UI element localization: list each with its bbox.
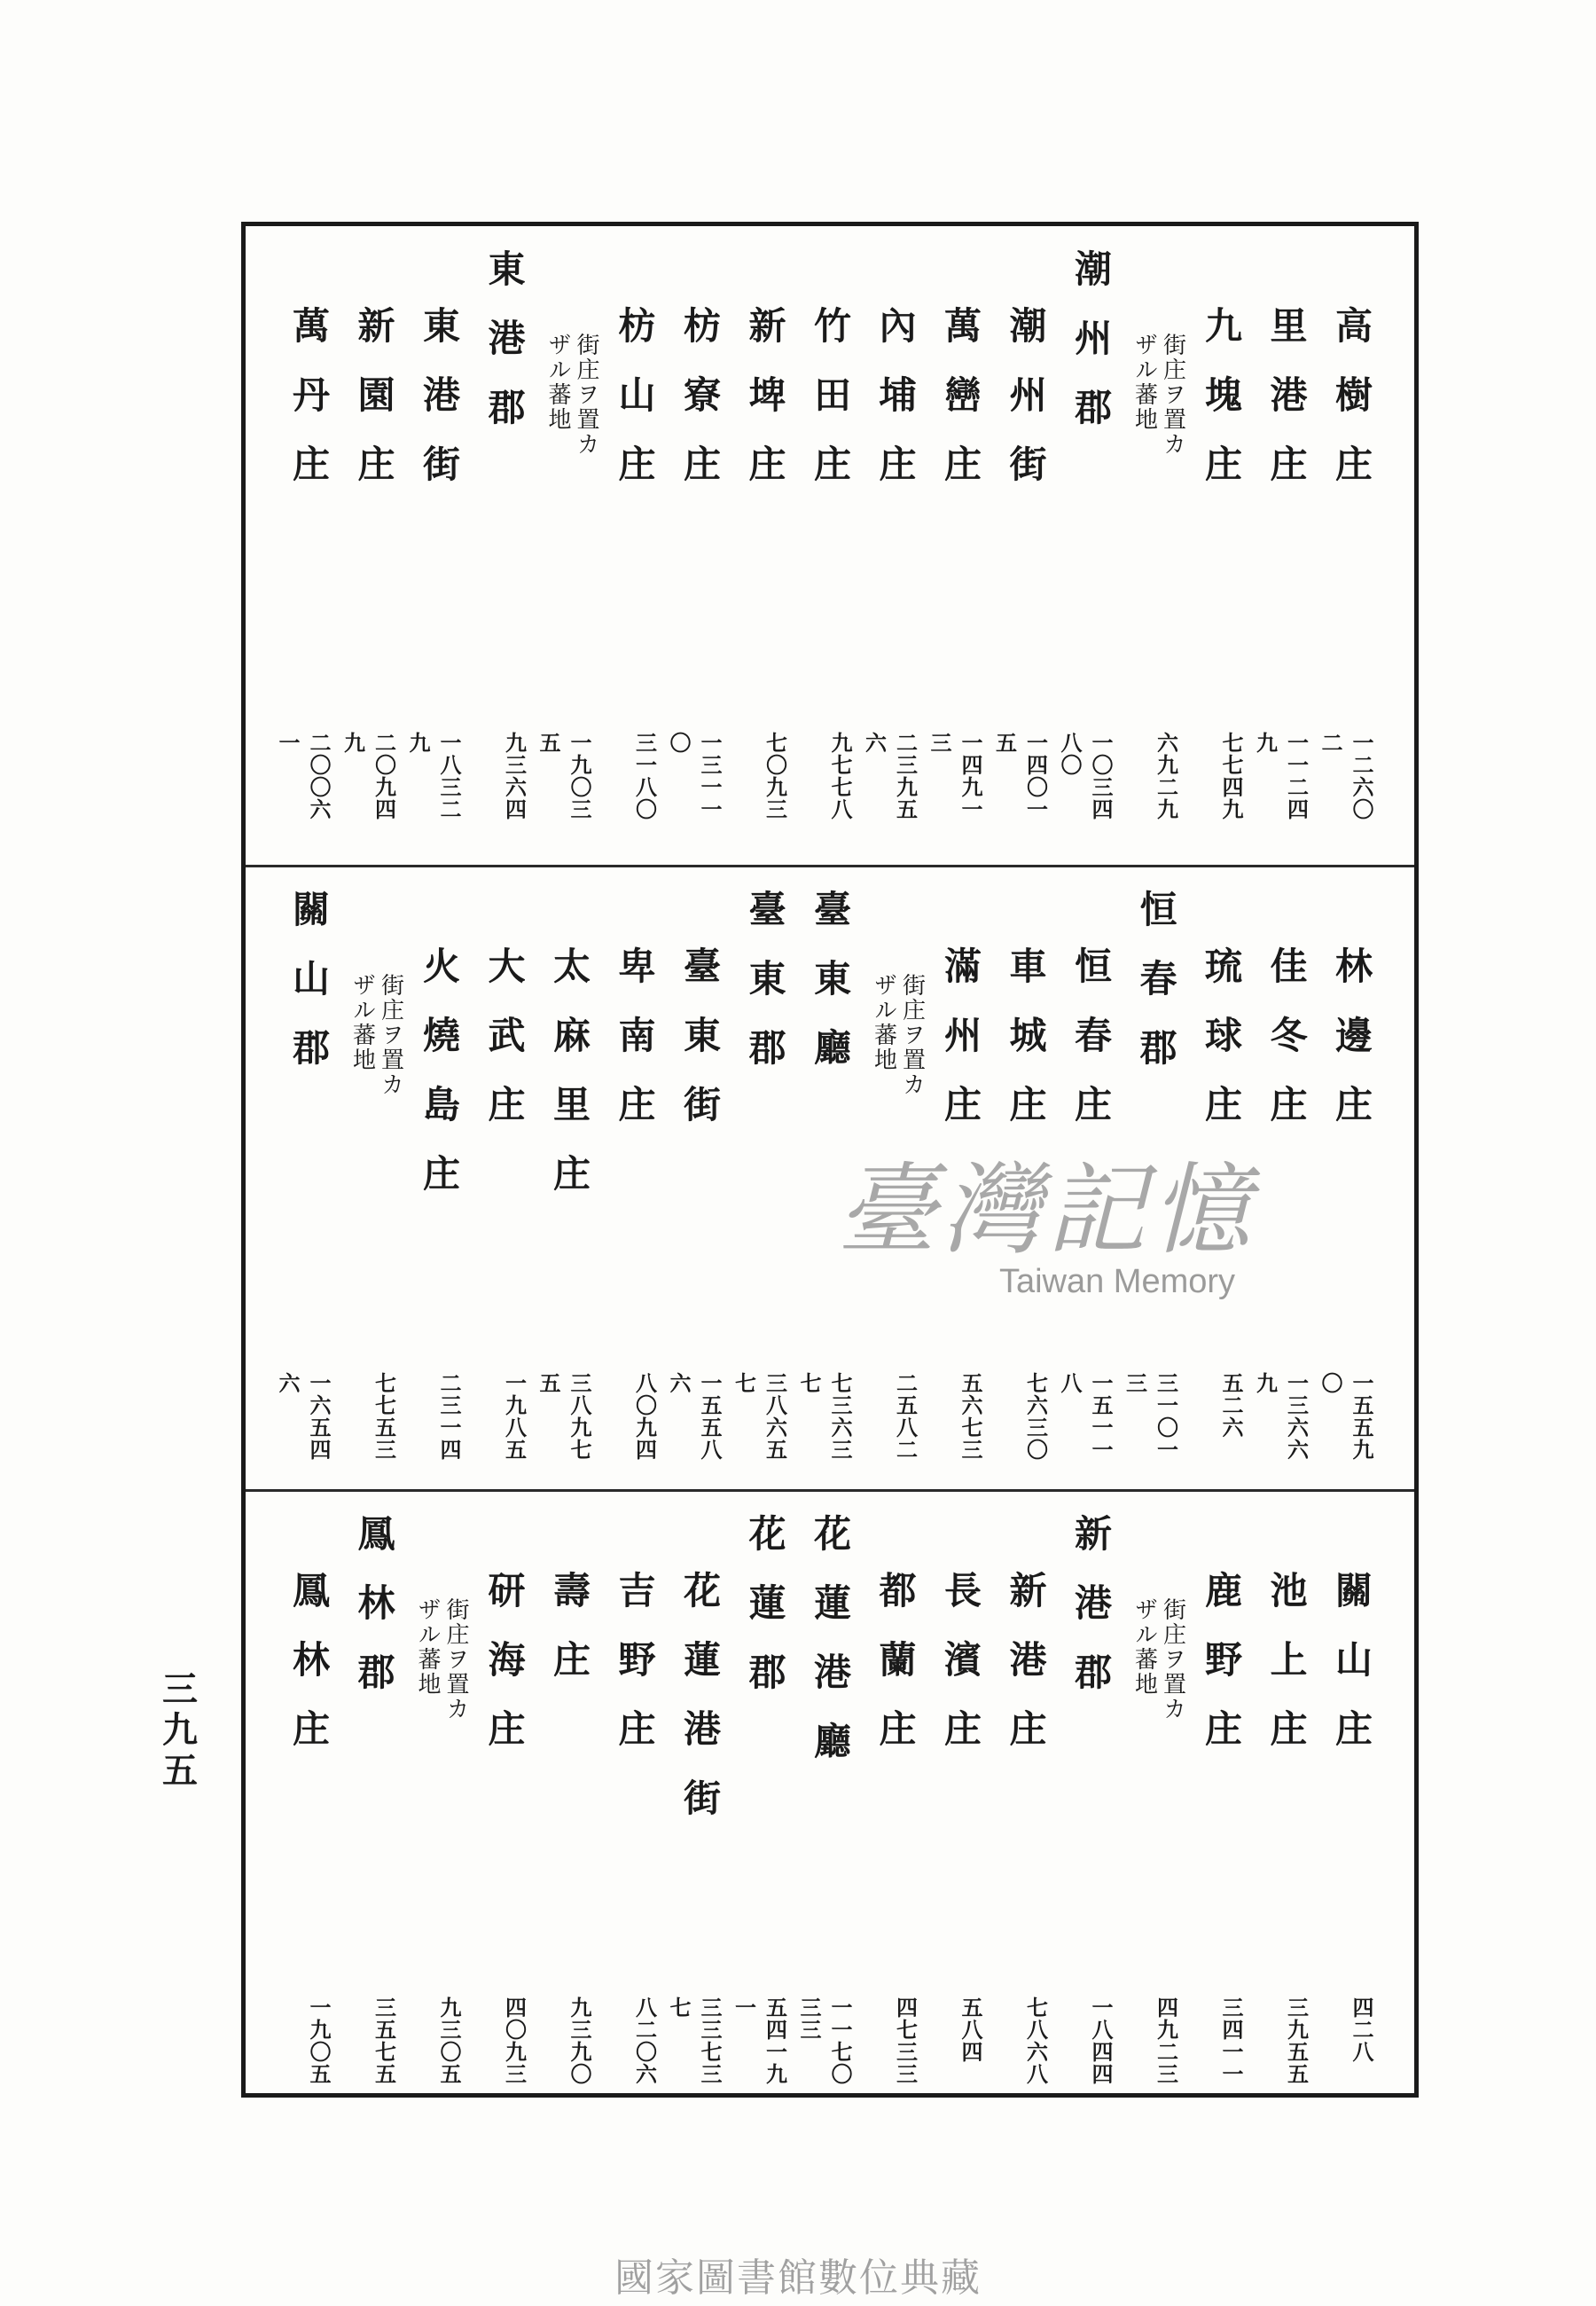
- aboriginal-land-note: 街庄ヲ置カ ザル蕃地: [414, 1597, 469, 1722]
- table-column: [666, 1500, 731, 2121]
- table-column: [479, 875, 536, 1496]
- place-name: 琉球庄: [1204, 945, 1242, 1126]
- place-name: 長濱庄: [943, 1569, 982, 1751]
- population-value: 一八三二九: [405, 732, 462, 820]
- table-column: [1130, 235, 1187, 856]
- place-name: 高樹庄: [1334, 304, 1373, 486]
- population-value: 四九二三: [1153, 1996, 1179, 2085]
- place-name: 臺東街: [683, 945, 721, 1126]
- table-column: [609, 875, 666, 1496]
- place-name: 滿州庄: [943, 945, 982, 1126]
- table-column: [544, 1500, 600, 2121]
- population-value: 九三〇五: [436, 1996, 462, 2085]
- population-value: 八〇九四: [631, 1372, 658, 1461]
- aboriginal-land-note: 街庄ヲ置カ ザル蕃地: [1130, 1597, 1186, 1722]
- population-value: 五四一九一: [731, 1996, 788, 2085]
- population-value: 一五五八六: [666, 1372, 723, 1461]
- district-heading: 新港郡: [1074, 1512, 1112, 1694]
- district-heading: 東港郡: [488, 247, 526, 429]
- population-value: 一九〇五: [306, 1996, 332, 2085]
- table-column: [1326, 1500, 1382, 2121]
- population-value: 七七四九: [1218, 732, 1244, 820]
- table-column: [804, 235, 861, 856]
- table-column: [796, 1500, 861, 2121]
- table-column: [935, 1500, 991, 2121]
- place-name: 新園庄: [357, 304, 395, 486]
- table-column: [870, 1500, 927, 2121]
- aboriginal-land-note: 街庄ヲ置カ ザル蕃地: [870, 973, 926, 1097]
- population-value: 一四〇一五: [991, 732, 1049, 820]
- place-name: 關山庄: [1334, 1569, 1373, 1751]
- place-name: 都蘭庄: [879, 1569, 917, 1751]
- table-column: [1057, 235, 1122, 856]
- table-column: [731, 1500, 796, 2121]
- place-name: 里港庄: [1270, 304, 1308, 486]
- table-column: [275, 875, 340, 1496]
- aboriginal-land-note: 街庄ヲ置カ ザル蕃地: [1130, 333, 1186, 457]
- population-value: 三五七五: [371, 1996, 397, 2085]
- place-name: 佳冬庄: [1270, 945, 1308, 1126]
- place-name: 花蓮港街: [683, 1569, 721, 1820]
- district-heading: 關山郡: [292, 888, 330, 1070]
- table-column: [731, 875, 796, 1496]
- population-value: 二三九五六: [861, 732, 919, 820]
- population-value: 一一二四九: [1252, 732, 1310, 820]
- table-column: [739, 235, 796, 856]
- population-value: 一〇三四八〇: [1057, 732, 1114, 820]
- population-value: 三八九七五: [536, 1372, 592, 1461]
- place-name: 潮州街: [1009, 304, 1047, 486]
- district-heading: 潮州郡: [1074, 247, 1112, 429]
- population-value: 七〇九三: [762, 732, 788, 820]
- table-section-1: [246, 235, 1414, 856]
- table-column: [348, 875, 405, 1496]
- section-divider: [246, 865, 1414, 867]
- population-value: 二三一四: [436, 1372, 462, 1461]
- place-name: 太麻里庄: [552, 945, 591, 1196]
- population-value: 三一〇一三: [1122, 1372, 1179, 1461]
- population-value: 七七五三: [371, 1372, 397, 1461]
- district-heading: 花蓮港廳: [813, 1512, 851, 1763]
- table-column: [1318, 235, 1382, 856]
- population-value: 三九五五: [1283, 1996, 1310, 2085]
- place-name: 火燒島庄: [422, 945, 460, 1196]
- aboriginal-land-note: 街庄ヲ置カ ザル蕃地: [544, 333, 599, 457]
- table-column: [413, 875, 470, 1496]
- place-name: 研海庄: [488, 1569, 526, 1751]
- population-value: 一九八五: [501, 1372, 528, 1461]
- population-value: 一二六〇二: [1318, 732, 1374, 820]
- population-value: 九三六四: [501, 732, 528, 820]
- table-column: [348, 1500, 405, 2121]
- population-value: 七六三〇: [1022, 1372, 1049, 1461]
- place-name: 新埤庄: [748, 304, 786, 486]
- place-name: 池上庄: [1270, 1569, 1308, 1751]
- table-column: [275, 235, 340, 856]
- place-name: 枋寮庄: [683, 304, 721, 486]
- table-column: [479, 235, 536, 856]
- footer-credit: 國家圖書館數位典藏: [614, 2255, 982, 2301]
- place-name: 恒春庄: [1074, 945, 1112, 1126]
- district-heading: 恒春郡: [1139, 888, 1177, 1070]
- page-number: 三九五: [162, 1668, 198, 1792]
- table-column: [666, 875, 731, 1496]
- place-name: 新港庄: [1009, 1569, 1047, 1751]
- table-column: [536, 235, 600, 856]
- place-name: 鹿野庄: [1204, 1569, 1242, 1751]
- table-column: [609, 235, 666, 856]
- population-value: 一一七〇三三: [796, 1996, 853, 2085]
- table-column: [861, 235, 927, 856]
- place-name: 吉野庄: [618, 1569, 656, 1751]
- table-column: [283, 1500, 340, 2121]
- population-value: 一三六六九: [1252, 1372, 1310, 1461]
- population-value: 一五五九〇: [1318, 1372, 1374, 1461]
- table-column: [340, 235, 405, 856]
- place-name: 林邊庄: [1334, 945, 1373, 1126]
- population-value: 五二六: [1218, 1372, 1244, 1439]
- population-value: 四七三三: [892, 1996, 919, 2085]
- place-name: 東港街: [422, 304, 460, 486]
- place-name: 卑南庄: [618, 945, 656, 1126]
- table-column: [1000, 1500, 1057, 2121]
- district-heading: 臺東郡: [748, 888, 786, 1070]
- table-column: [413, 1500, 470, 2121]
- table-column: [1261, 1500, 1318, 2121]
- population-value: 九三九〇: [567, 1996, 592, 2085]
- watermark-chinese: 臺灣記憶: [837, 1153, 1256, 1268]
- place-name: 內埔庄: [879, 304, 917, 486]
- place-name: 竹田庄: [813, 304, 851, 486]
- place-name: 大武庄: [488, 945, 526, 1126]
- watermark: [798, 1153, 1295, 1301]
- table-column: [1195, 1500, 1252, 2121]
- population-value: 七八六八: [1022, 1996, 1049, 2085]
- table-column: [991, 235, 1057, 856]
- population-value: 六九二九: [1153, 732, 1179, 820]
- population-value: 一九〇三五: [536, 732, 592, 820]
- place-name: 壽庄: [552, 1569, 591, 1682]
- table-column: [405, 235, 470, 856]
- place-name: 枋山庄: [618, 304, 656, 486]
- district-heading: 臺東廳: [813, 888, 851, 1070]
- population-value: 八二〇六: [631, 1996, 658, 2085]
- population-value: 三三七三七: [666, 1996, 723, 2085]
- population-value: 二〇九四九: [340, 732, 397, 820]
- population-value: 一八四四: [1088, 1996, 1114, 2085]
- district-heading: 花蓮郡: [748, 1512, 786, 1694]
- table-column: [1195, 235, 1252, 856]
- table-column: [1130, 1500, 1187, 2121]
- population-value: 三一八〇: [631, 732, 658, 820]
- population-value: 三四一一: [1218, 1996, 1244, 2085]
- district-heading: 鳳林郡: [357, 1512, 395, 1694]
- population-value: 四〇九三: [501, 1996, 528, 2085]
- population-value: 七三六三七: [796, 1372, 853, 1461]
- place-name: 車城庄: [1009, 945, 1047, 1126]
- table-column: [927, 235, 991, 856]
- table-column: [666, 235, 731, 856]
- place-name: 萬丹庄: [292, 304, 330, 486]
- table-column: [1318, 875, 1382, 1496]
- aboriginal-land-note: 街庄ヲ置カ ザル蕃地: [348, 973, 404, 1097]
- table-column: [1065, 1500, 1122, 2121]
- place-name: 鳳林庄: [292, 1569, 330, 1751]
- place-name: 九塊庄: [1204, 304, 1242, 486]
- population-value: 五八四: [958, 1996, 983, 2063]
- watermark-english: Taiwan Memory: [998, 1263, 1236, 1300]
- population-value: 五六七三: [958, 1372, 983, 1461]
- population-value: 二五八二: [892, 1372, 919, 1461]
- population-value: 四二八: [1349, 1996, 1374, 2063]
- population-value: 二〇〇六一: [275, 732, 332, 820]
- table-column: [536, 875, 600, 1496]
- table-column: [1252, 235, 1318, 856]
- place-name: 萬巒庄: [943, 304, 982, 486]
- population-value: 一三一一〇: [666, 732, 723, 820]
- population-value: 三八六五七: [731, 1372, 788, 1461]
- population-value: 一六五四六: [275, 1372, 332, 1461]
- population-value: 一五一一八: [1057, 1372, 1114, 1461]
- table-column: [609, 1500, 666, 2121]
- table-column: [479, 1500, 536, 2121]
- population-value: 一四九一三: [927, 732, 983, 820]
- table-section-3: [246, 1500, 1414, 2121]
- population-value: 九七七八: [827, 732, 853, 820]
